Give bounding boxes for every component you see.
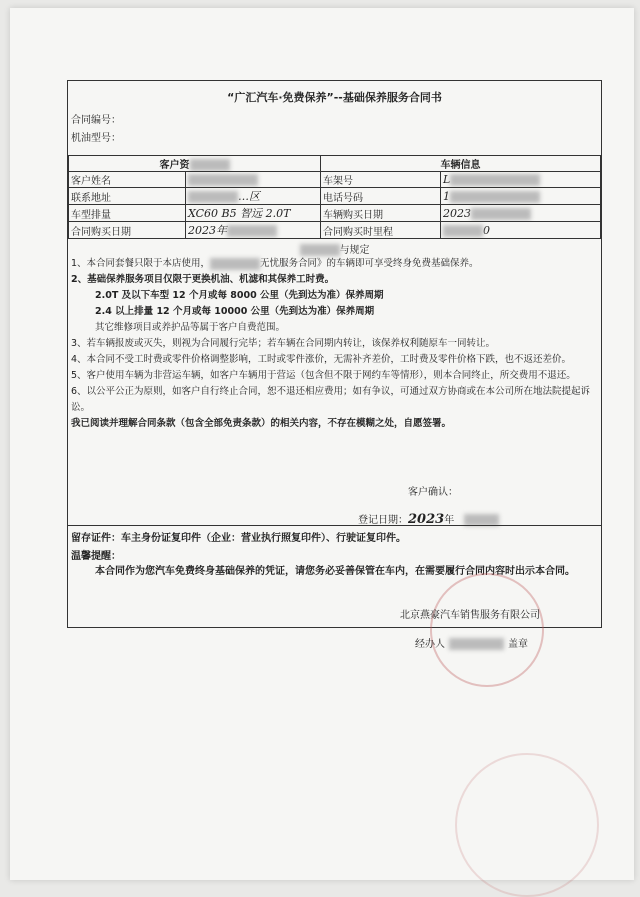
handler-seal-line: 经办人 盖章 — [415, 639, 528, 650]
row-value: 2023 — [441, 205, 601, 222]
rules-heading: 与规定 — [68, 241, 601, 256]
vehicle-section-header: 车辆信息 — [321, 156, 601, 172]
row-value: XC60 B5 智远 2.0T — [186, 205, 321, 222]
terms-list — [71, 256, 598, 432]
table-row — [69, 205, 601, 222]
notice-title: 温馨提醒： — [71, 551, 121, 562]
notice-text: 本合同作为您汽车免费终身基础保养的凭证，请您务必妥善保管在车内，在需要履行合同内容时出示本合同。 — [95, 566, 575, 577]
row-label: 车辆购买日期 — [321, 205, 441, 222]
company-name: 北京燕豪汽车销售服务有限公司 — [400, 610, 540, 621]
row-value: 1 — [441, 188, 601, 205]
row-label: 车型排量 — [69, 205, 186, 222]
term-2a: 2.0T 及以下车型 12 个月或每 8000 公里（先到达为准）保养周期 — [95, 290, 384, 301]
term-6: 6、以公平公正为原则，如客户自行终止合同，恕不退还相应费用；如有争议，可通过双方协商或在本公司所在地法院提起诉讼。 — [71, 386, 591, 413]
row-label: 联系地址 — [69, 188, 186, 205]
row-label: 车架号 — [321, 172, 441, 188]
register-date: 登记日期：2023年 — [358, 511, 499, 527]
term-2b: 2.4 以上排量 12 个月或每 10000 公里（先到达为准）保养周期 — [95, 306, 375, 317]
oil-model-label: 机油型号： — [71, 133, 121, 144]
company-seal — [430, 573, 544, 687]
section-divider — [68, 525, 601, 526]
contract-title: “广汇汽车·免费保养”--基础保养服务合同书 — [227, 91, 442, 104]
term-1: 1、本合同套餐只限于本店使用， 无忧服务合同》的车辆即可享受终身免费基础保养。 — [71, 258, 479, 269]
info-table — [68, 155, 601, 239]
contract-number-label: 合同编号： — [71, 115, 121, 126]
row-label: 电话号码 — [321, 188, 441, 205]
row-value: …区 — [186, 188, 321, 205]
table-row — [69, 222, 601, 239]
term-2: 2、基础保养服务项目仅限于更换机油、机滤和其保养工时费。 — [71, 274, 335, 285]
row-value — [186, 172, 321, 188]
customer-confirm-label: 客户确认： — [408, 487, 458, 498]
row-value: 0 — [441, 222, 601, 239]
row-value: L — [441, 172, 601, 188]
required-documents: 留存证件：车主身份证复印件（企业：营业执行照复印件）、行驶证复印件。 — [71, 533, 406, 544]
term-7: 我已阅读并理解合同条款（包含全部免责条款）的相关内容，不存在模糊之处，自愿签署。 — [71, 418, 452, 429]
table-row — [69, 172, 601, 188]
term-2c: 其它维修项目或养护品等属于客户自费范围。 — [95, 322, 286, 333]
row-label: 合同购买时里程 — [321, 222, 441, 239]
row-label: 客户姓名 — [69, 172, 186, 188]
term-4: 4、本合同不受工时费或零件价格调整影响，工时或零件涨价，无需补齐差价，工时费及零件价格下跌，也不返还差价。 — [71, 354, 572, 365]
row-value: 2023年 — [186, 222, 321, 239]
faint-seal-imprint — [455, 753, 599, 897]
term-3: 3、若车辆报废或灭失，则视为合同履行完毕；若车辆在合同期内转让，该保养权利随原车一同转让。 — [71, 338, 496, 349]
contract-frame — [67, 80, 602, 628]
row-label: 合同购买日期 — [69, 222, 186, 239]
customer-section-header: 客户资 — [69, 156, 321, 172]
term-5: 5、客户使用车辆为非营运车辆，如客户车辆用于营运（包含但不限于网约车等情形），则本合同终止，所交费用不退还。 — [71, 370, 576, 381]
table-row — [69, 188, 601, 205]
contract-paper — [10, 8, 634, 880]
